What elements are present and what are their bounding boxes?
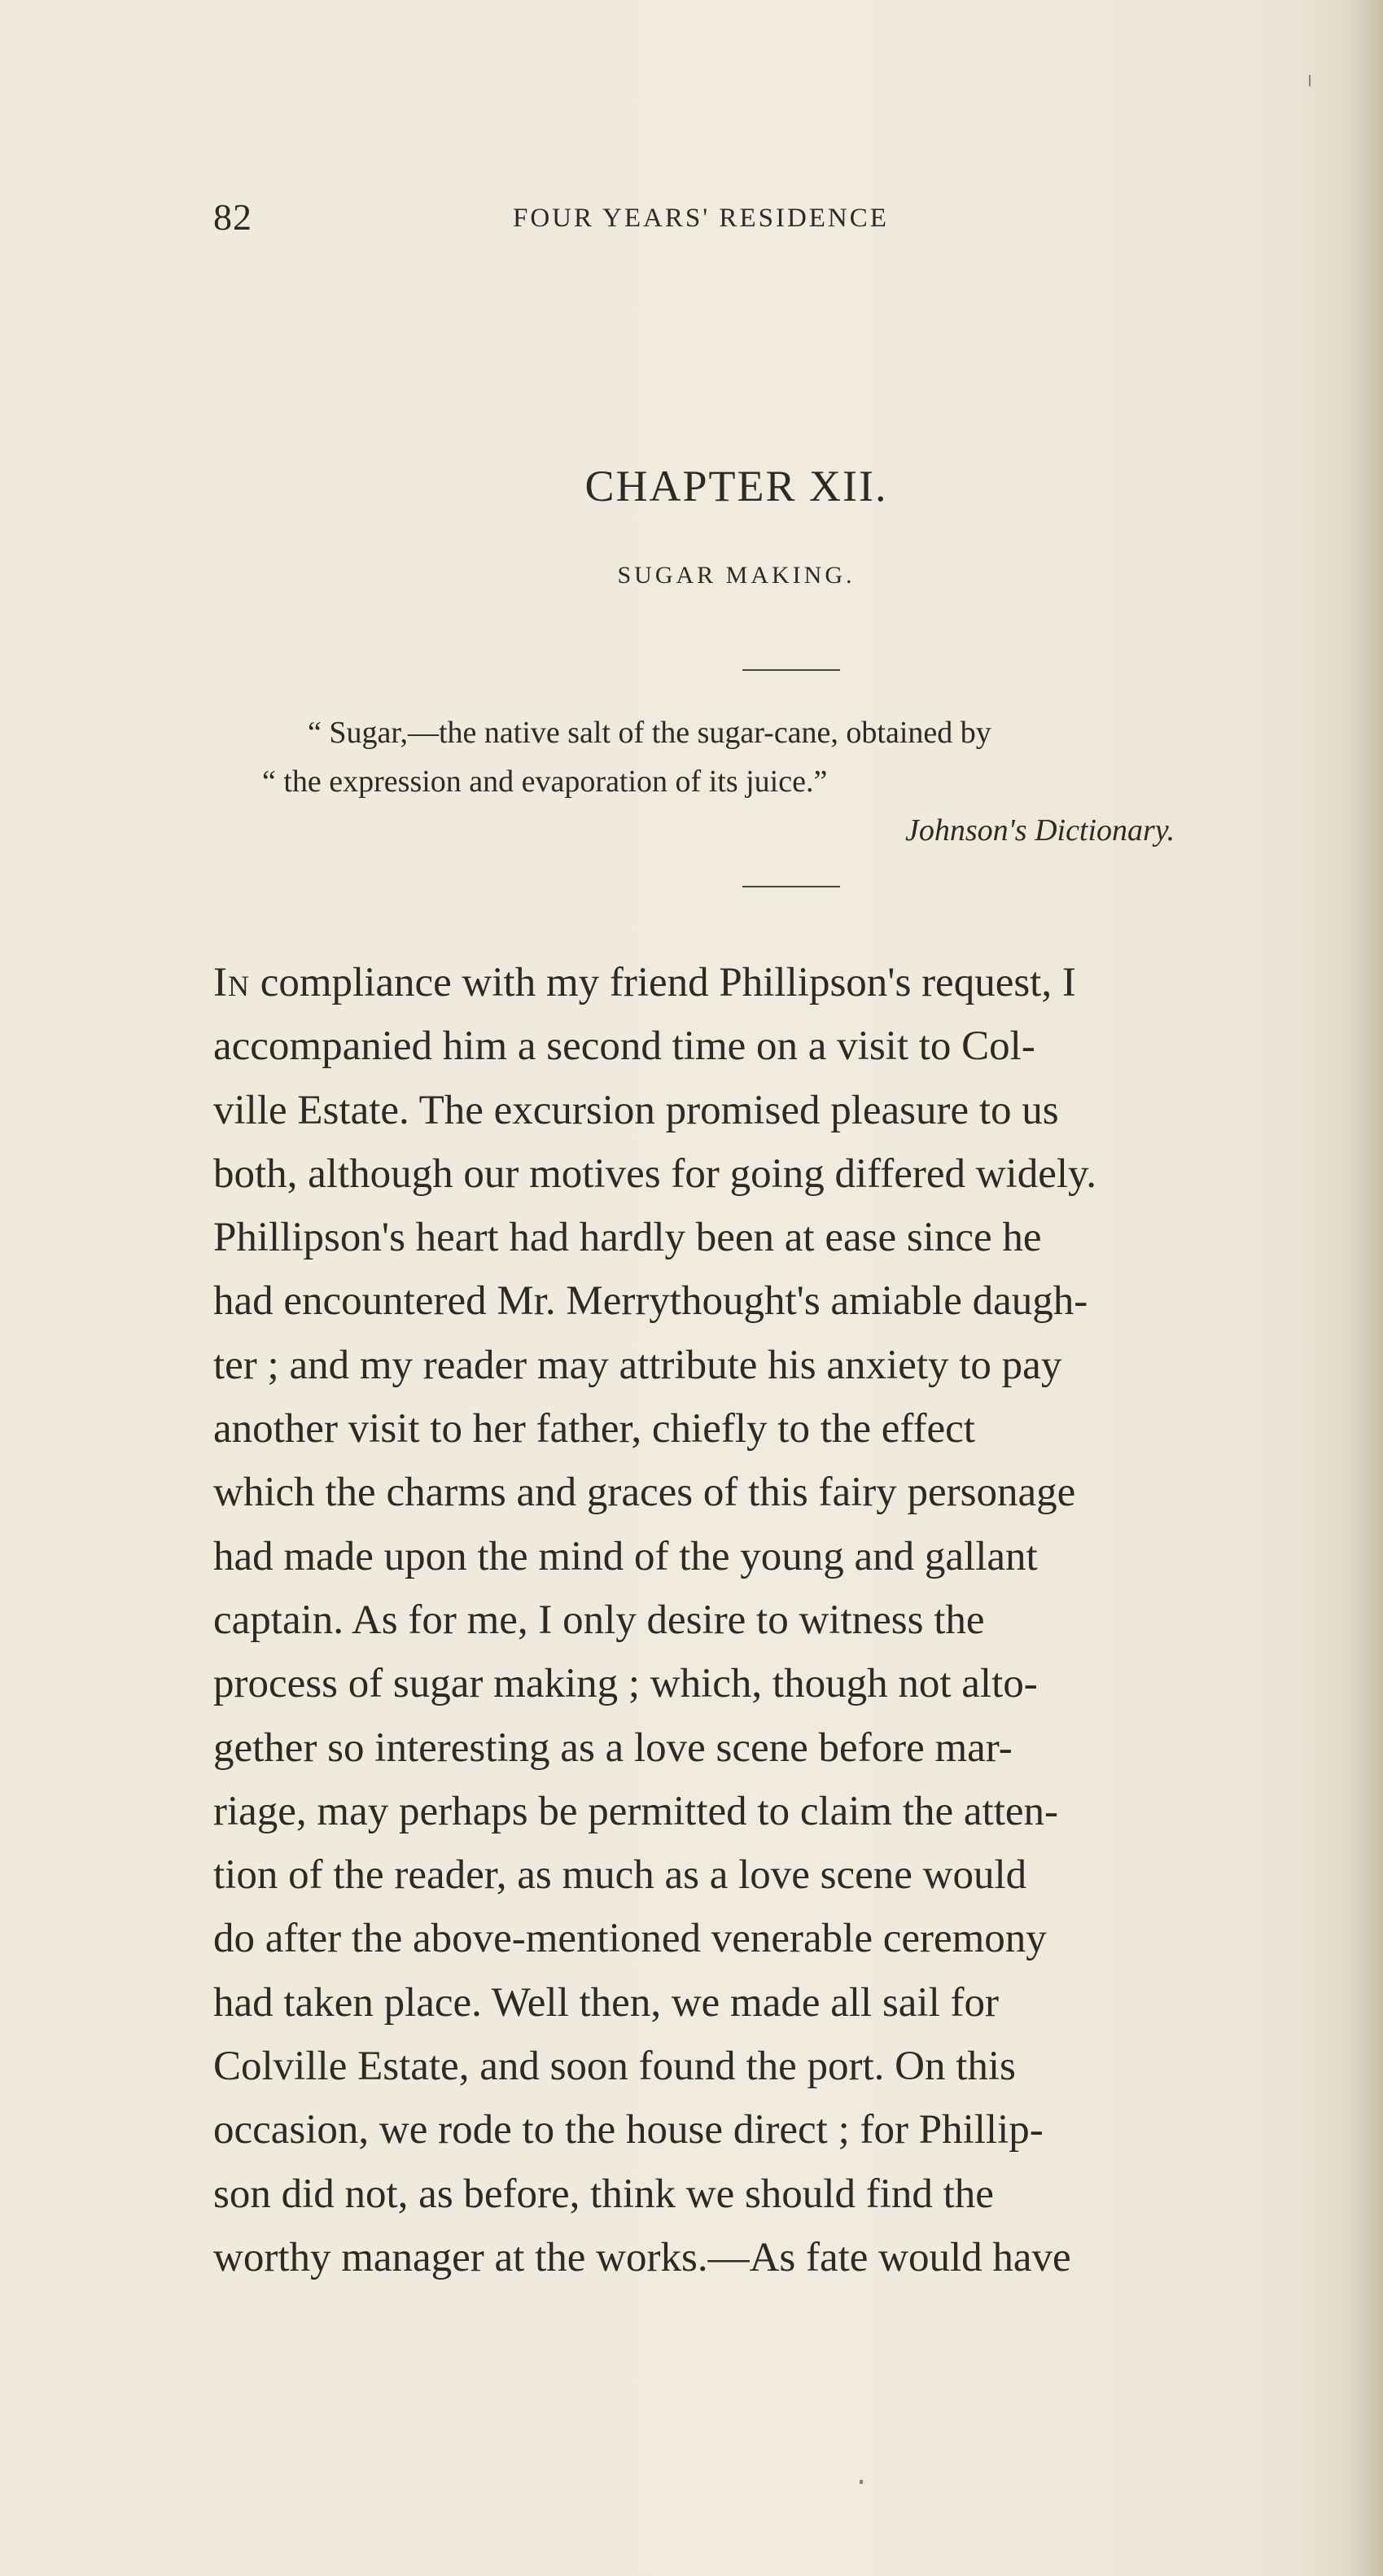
body-line: another visit to her father, chiefly to the effect [213, 1406, 975, 1452]
page-number: 82 [213, 196, 252, 238]
chapter-title: CHAPTER XII. [584, 462, 888, 510]
body-line: Phillipson's heart had hardly been at ease since he [213, 1215, 1042, 1261]
body-line: had taken place. Well then, we made all sail for [213, 1979, 999, 2026]
body-line: worthy manager at the works.—As fate would have [213, 2234, 1071, 2280]
body-line: gether so interesting as a love scene before mar- [213, 1724, 1013, 1771]
body-line: had encountered Mr. Merrythought's amiable daugh- [213, 1278, 1088, 1325]
body-text [213, 951, 1353, 2289]
body-line: captain. As for me, I only desire to witness the [213, 1597, 985, 1643]
epigraph-line: “ the expression and evaporation of its juice.” [262, 764, 828, 799]
first-word-smallcaps: In [213, 960, 250, 1005]
page-edge-shadow [1349, 0, 1383, 2576]
body-line: occasion, we rode to the house direct ; for Phillip- [213, 2107, 1044, 2153]
divider-rule-bottom [742, 886, 840, 887]
body-line: riage, may perhaps be permitted to claim the atten- [213, 1788, 1059, 1834]
page-header [0, 195, 1383, 244]
divider-rule-top [742, 669, 840, 671]
body-line: tion of the reader, as much as a love scene would [213, 1852, 1027, 1899]
body-line: Colville Estate, and soon found the port. On this [213, 2044, 1016, 2090]
paper-speck [1309, 75, 1311, 86]
body-line: accompanied him a second time on a visit to Col- [213, 1023, 1035, 1070]
body-line: both, although our motives for going differed widely. [213, 1150, 1096, 1197]
body-line: which the charms and graces of this fairy personage [213, 1470, 1076, 1516]
epigraph-attribution: Johnson's Dictionary. [905, 813, 1175, 848]
body-line [213, 951, 1353, 1014]
chapter-subtitle: SUGAR MAKING. [617, 562, 856, 589]
body-line: had made upon the mind of the young and gallant [213, 1533, 1038, 1579]
epigraph [262, 708, 1345, 848]
body-line: do after the above-mentioned venerable ceremony [213, 1916, 1047, 1962]
body-line: son did not, as before, think we should find the [213, 2171, 994, 2217]
body-line: process of sugar making ; which, though not alto- [213, 1661, 1038, 1707]
running-head: FOUR YEARS' RESIDENCE [513, 204, 889, 233]
body-line: ville Estate. The excursion promised pleasure to us [213, 1087, 1059, 1133]
epigraph-line: “ Sugar,—the native salt of the sugar-cane, obtained by [308, 716, 991, 750]
body-line-rest: compliance with my friend Phillipson's request, I [249, 960, 1076, 1005]
body-line: ter ; and my reader may attribute his anxiety to pay [213, 1342, 1062, 1388]
paper-speck [860, 2480, 863, 2484]
